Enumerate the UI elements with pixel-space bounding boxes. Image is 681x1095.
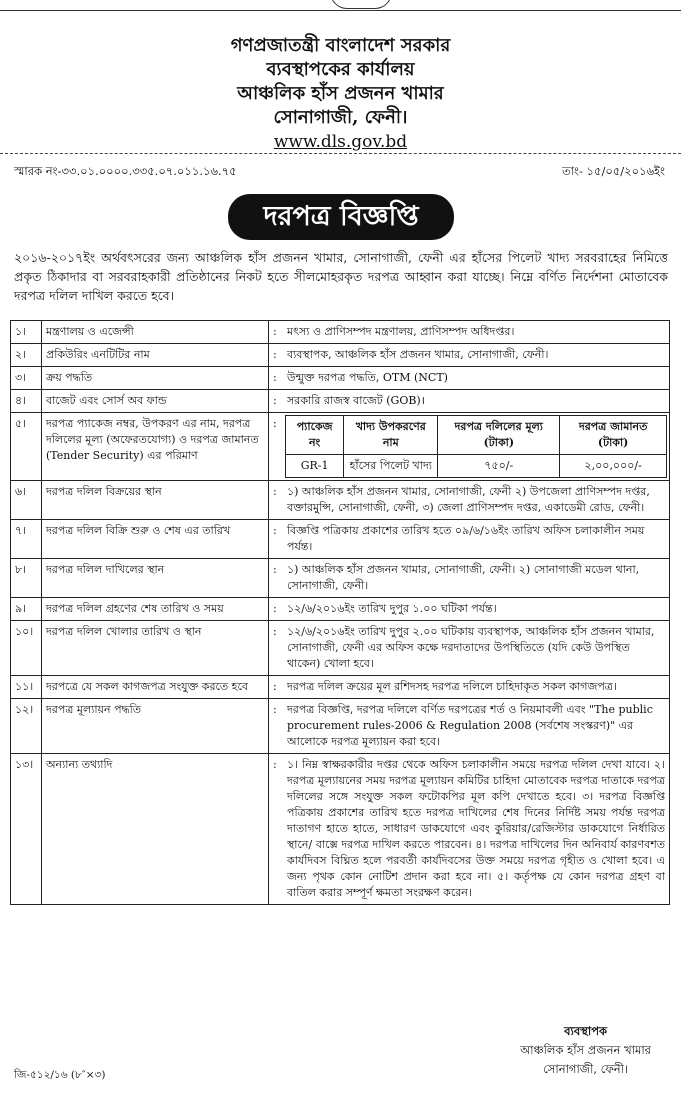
table-row (11, 676, 670, 699)
row-value: ব্যবস্থাপক, আঞ্চলিক হাঁস প্রজনন খামার, সোনাগাজী, ফেনী। (283, 344, 670, 367)
row-colon: : (269, 621, 284, 676)
signature-line2: সোনাগাজী, ফেনী। (543, 1062, 629, 1076)
row-value (283, 413, 670, 481)
row-value: ১২/৬/২০১৬ইং তারিখ দুপুর ২.০০ ঘটিকায় ব্যবস্থাপক, আঞ্চলিক হাঁস প্রজনন খামার, সোনাগাজী, ফেনী এর অফিস কক্ষে দরদাতাদের উপস্থিতিতে (যদি কেউ উপস্থিত থাকেন) খোলা হবে। (283, 621, 670, 676)
table-row (11, 344, 670, 367)
row-number: ২। (11, 344, 42, 367)
table-row (11, 413, 670, 481)
row-label: প্রকিউরিং এনটিটির নাম (42, 344, 269, 367)
row-colon: : (269, 699, 284, 754)
package-header-row (286, 416, 667, 455)
row-value: ১২/৬/২০১৬ইং তারিখ দুপুর ১.০০ ঘটিকা পর্যন্ত। (283, 598, 670, 621)
row-value: মৎস্য ও প্রাণিসম্পদ মন্ত্রণালয়, প্রাণিসম্পদ অধিদপ্তর। (283, 321, 670, 344)
table-row (11, 754, 670, 905)
header-line2: ব্যবস্থাপকের কার্যালয় (266, 59, 415, 80)
row-colon: : (269, 413, 284, 481)
table-row (11, 481, 670, 520)
signature-line1: আঞ্চলিক হাঁস প্রজনন খামার (520, 1043, 651, 1057)
header (0, 34, 681, 154)
package-cell: হাঁসের পিলেট খাদ্য (344, 455, 438, 478)
divider (0, 153, 681, 154)
row-colon: : (269, 754, 284, 905)
package-cell: ২,০০,০০০/- (560, 455, 667, 478)
row-colon: : (269, 390, 284, 413)
row-label: দরপত্র মূল্যায়ন পদ্ধতি (42, 699, 269, 754)
row-label: দরপত্র দলিল বিক্রয়ের স্থান (42, 481, 269, 520)
page-title: দরপত্র বিজ্ঞপ্তি (228, 194, 454, 240)
table-row (11, 598, 670, 621)
row-number: ৯। (11, 598, 42, 621)
row-colon: : (269, 367, 284, 390)
signature-title: ব্যবস্থাপক (564, 1024, 608, 1038)
memo-ref: স্মারক নং-৩৩.০১.০০০০.৩৩৫.০৭.০১১.১৬.৭৫ (14, 164, 237, 178)
header-line1: গণপ্রজাতন্ত্রী বাংলাদেশ সরকার (230, 35, 451, 56)
package-table (285, 415, 667, 478)
row-number: ৬। (11, 481, 42, 520)
top-cut-line (0, 0, 681, 11)
package-cell: ৭৫০/- (438, 455, 560, 478)
row-number: ১। (11, 321, 42, 344)
row-label: দরপত্র দলিল খোলার তারিখ ও স্থান (42, 621, 269, 676)
row-value: দরপত্র দলিল ক্রয়ের মূল রশিদসহ দরপত্র দলিলে চাহিদাকৃত সকল কাগজপত্র। (283, 676, 670, 699)
table-row (11, 621, 670, 676)
row-label: দরপত্র প্যাকেজ নম্বর, উপকরণ এর নাম, দরপত্র দলিলের মূল্য (অফেরতযোগ্য) ও দরপত্র জামানত (Tender Security) এর পরিমাণ (42, 413, 269, 481)
signature-block (520, 1022, 651, 1079)
package-header-cell: খাদ্য উপকরণের নাম (344, 416, 438, 455)
table-row (11, 699, 670, 754)
row-number: ৩। (11, 367, 42, 390)
row-label: ক্রয় পদ্ধতি (42, 367, 269, 390)
row-colon: : (269, 520, 284, 559)
package-row (286, 455, 667, 478)
row-value: দরপত্র বিজ্ঞপ্তি, দরপত্র দলিলে বর্ণিত দরপত্রের শর্ত ও নিয়মাবলী এবং "The public procurement rules-2006 & Regulation 2008 (সর্বশেষ সংস্করণ)" এর আলোকে দরপত্র মূল্যায়ন করা হবে। (283, 699, 670, 754)
table-row (11, 367, 670, 390)
row-colon: : (269, 559, 284, 598)
row-value: বিজ্ঞপ্তি পত্রিকায় প্রকাশের তারিখ হতে ০৯/৬/১৬ইং তারিখ অফিস চলাকালীন সময় পর্যন্ত। (283, 520, 670, 559)
row-number: ১১। (11, 676, 42, 699)
header-line3: আঞ্চলিক হাঁস প্রজনন খামার (237, 83, 444, 104)
header-website[interactable]: www.dls.gov.bd (273, 132, 408, 152)
row-colon: : (269, 344, 284, 367)
row-number: ৭। (11, 520, 42, 559)
row-label: দরপত্র দলিল দাখিলের স্থান (42, 559, 269, 598)
row-value: উন্মুক্ত দরপত্র পদ্ধতি, OTM (NCT) (283, 367, 670, 390)
row-value: সরকারি রাজস্ব বাজেট (GOB)। (283, 390, 670, 413)
table-row (11, 321, 670, 344)
row-label: দরপত্র দলিল বিক্রি শুরু ও শেষ এর তারিখ (42, 520, 269, 559)
row-number: ৫। (11, 413, 42, 481)
header-line4: সোনাগাজী, ফেনী। (273, 107, 408, 128)
row-label: মন্ত্রণালয় ও এজেন্সী (42, 321, 269, 344)
row-number: ১২। (11, 699, 42, 754)
row-value: ১) আঞ্চলিক হাঁস প্রজনন খামার, সোনাগাজী, ফেনী ২) উপজেলা প্রাণিসম্পদ দপ্তর, বক্তারমুন্সি, সোনাগাজী, ফেনী, ৩) জেলা প্রাণিসম্পদ দপ্তর, একাডেমী রোড, ফেনী। (283, 481, 670, 520)
info-table (10, 320, 670, 905)
intro-text: ২০১৬-২০১৭ইং অর্থবৎসরের জন্য আঞ্চলিক হাঁস প্রজনন খামার, সোনাগাজী, ফেনী এর হাঁসের পিলেট খাদ্য সরবরাহের নিমিত্তে প্রকৃত ঠিকাদার বা সরবরাহকারী প্রতিষ্ঠানের নিকট হতে সীলমোহরকৃত দরপত্র আহ্বান করা যাচ্ছে। নিম্নে বর্ণিত নির্দেশনা মোতাবেক দরপত্র দলিল দাখিল করতে হবে। (14, 250, 668, 303)
footer-code: জি-৫১২/১৬ (৮″×৩) (14, 1069, 106, 1081)
row-number: ৮। (11, 559, 42, 598)
package-header-cell: দরপত্র দলিলের মূল্য (টাকা) (438, 416, 560, 455)
row-label: দরপত্রে যে সকল কাগজপত্র সংযুক্ত করতে হবে (42, 676, 269, 699)
package-cell: GR-1 (286, 455, 344, 478)
row-value: ১) আঞ্চলিক হাঁস প্রজনন খামার, সোনাগাজী, ফেনী। ২) সোনাগাজী মডেল থানা, সোনাগাজী, ফেনী। (283, 559, 670, 598)
table-row (11, 520, 670, 559)
row-colon: : (269, 676, 284, 699)
row-colon: : (269, 481, 284, 520)
row-number: ১৩। (11, 754, 42, 905)
row-number: ৪। (11, 390, 42, 413)
row-colon: : (269, 321, 284, 344)
table-row (11, 559, 670, 598)
table-row (11, 390, 670, 413)
package-header-cell: দরপত্র জামানত (টাকা) (560, 416, 667, 455)
row-label: দরপত্র দলিল গ্রহণের শেষ তারিখ ও সময় (42, 598, 269, 621)
row-number: ১০। (11, 621, 42, 676)
row-colon: : (269, 598, 284, 621)
row-label: অন্যান্য তথ্যাদি (42, 754, 269, 905)
top-cut-arc (330, 0, 392, 9)
row-value: ১। নিম্ন স্বাক্ষরকারীর দপ্তর থেকে অফিস চলাকালীন সময়ে দরপত্র দলিল দেখা যাবে। ২। দরপত্র মূল্যায়নের সময় দরপত্র মূল্যায়ন কমিটির চাহিদা মোতাবেক দরপত্র দাতাকে দরপত্র দলিলের সঙ্গে সংযুক্ত সকল ফটোকপির মূল কপি দেখাতে হবে। ৩। দরপত্র বিজ্ঞপ্তি পত্রিকায় প্রকাশের তারিখ হতে দরপত্র দাখিলের শেষ দিনের নির্দিষ্ট সময় পর্যন্ত দরপত্র দাতাগণ হাতে হাতে, সাধারণ ডাকযোগে এবং কুরিয়ার/রেজিস্টার ডাকযোগে নির্ধারিত স্থানে/ বাক্সে দরপত্র দাখিল করতে পারবেন। ৪। দরপত্র দাখিলের দিন অনিবার্য কারণবশত কার্যদিবস বিঘ্নিত হলে পরবর্তী কার্যদিবসের উক্ত সময়ে দরপত্র গৃহীত ও খোলা হবে। এ জন্য পৃথক কোন নোটিশ প্রদান করা হবে না। ৫। কর্তৃপক্ষ যে কোন দরপত্র গ্রহণ বা বাতিল করার সম্পূর্ণ ক্ষমতা সংরক্ষণ করেন। (283, 754, 670, 905)
package-header-cell: প্যাকেজ নং (286, 416, 344, 455)
memo-date: তাং- ১৫/০৫/২০১৬ইং (562, 164, 665, 178)
row-label: বাজেট এবং সোর্স অব ফান্ড (42, 390, 269, 413)
